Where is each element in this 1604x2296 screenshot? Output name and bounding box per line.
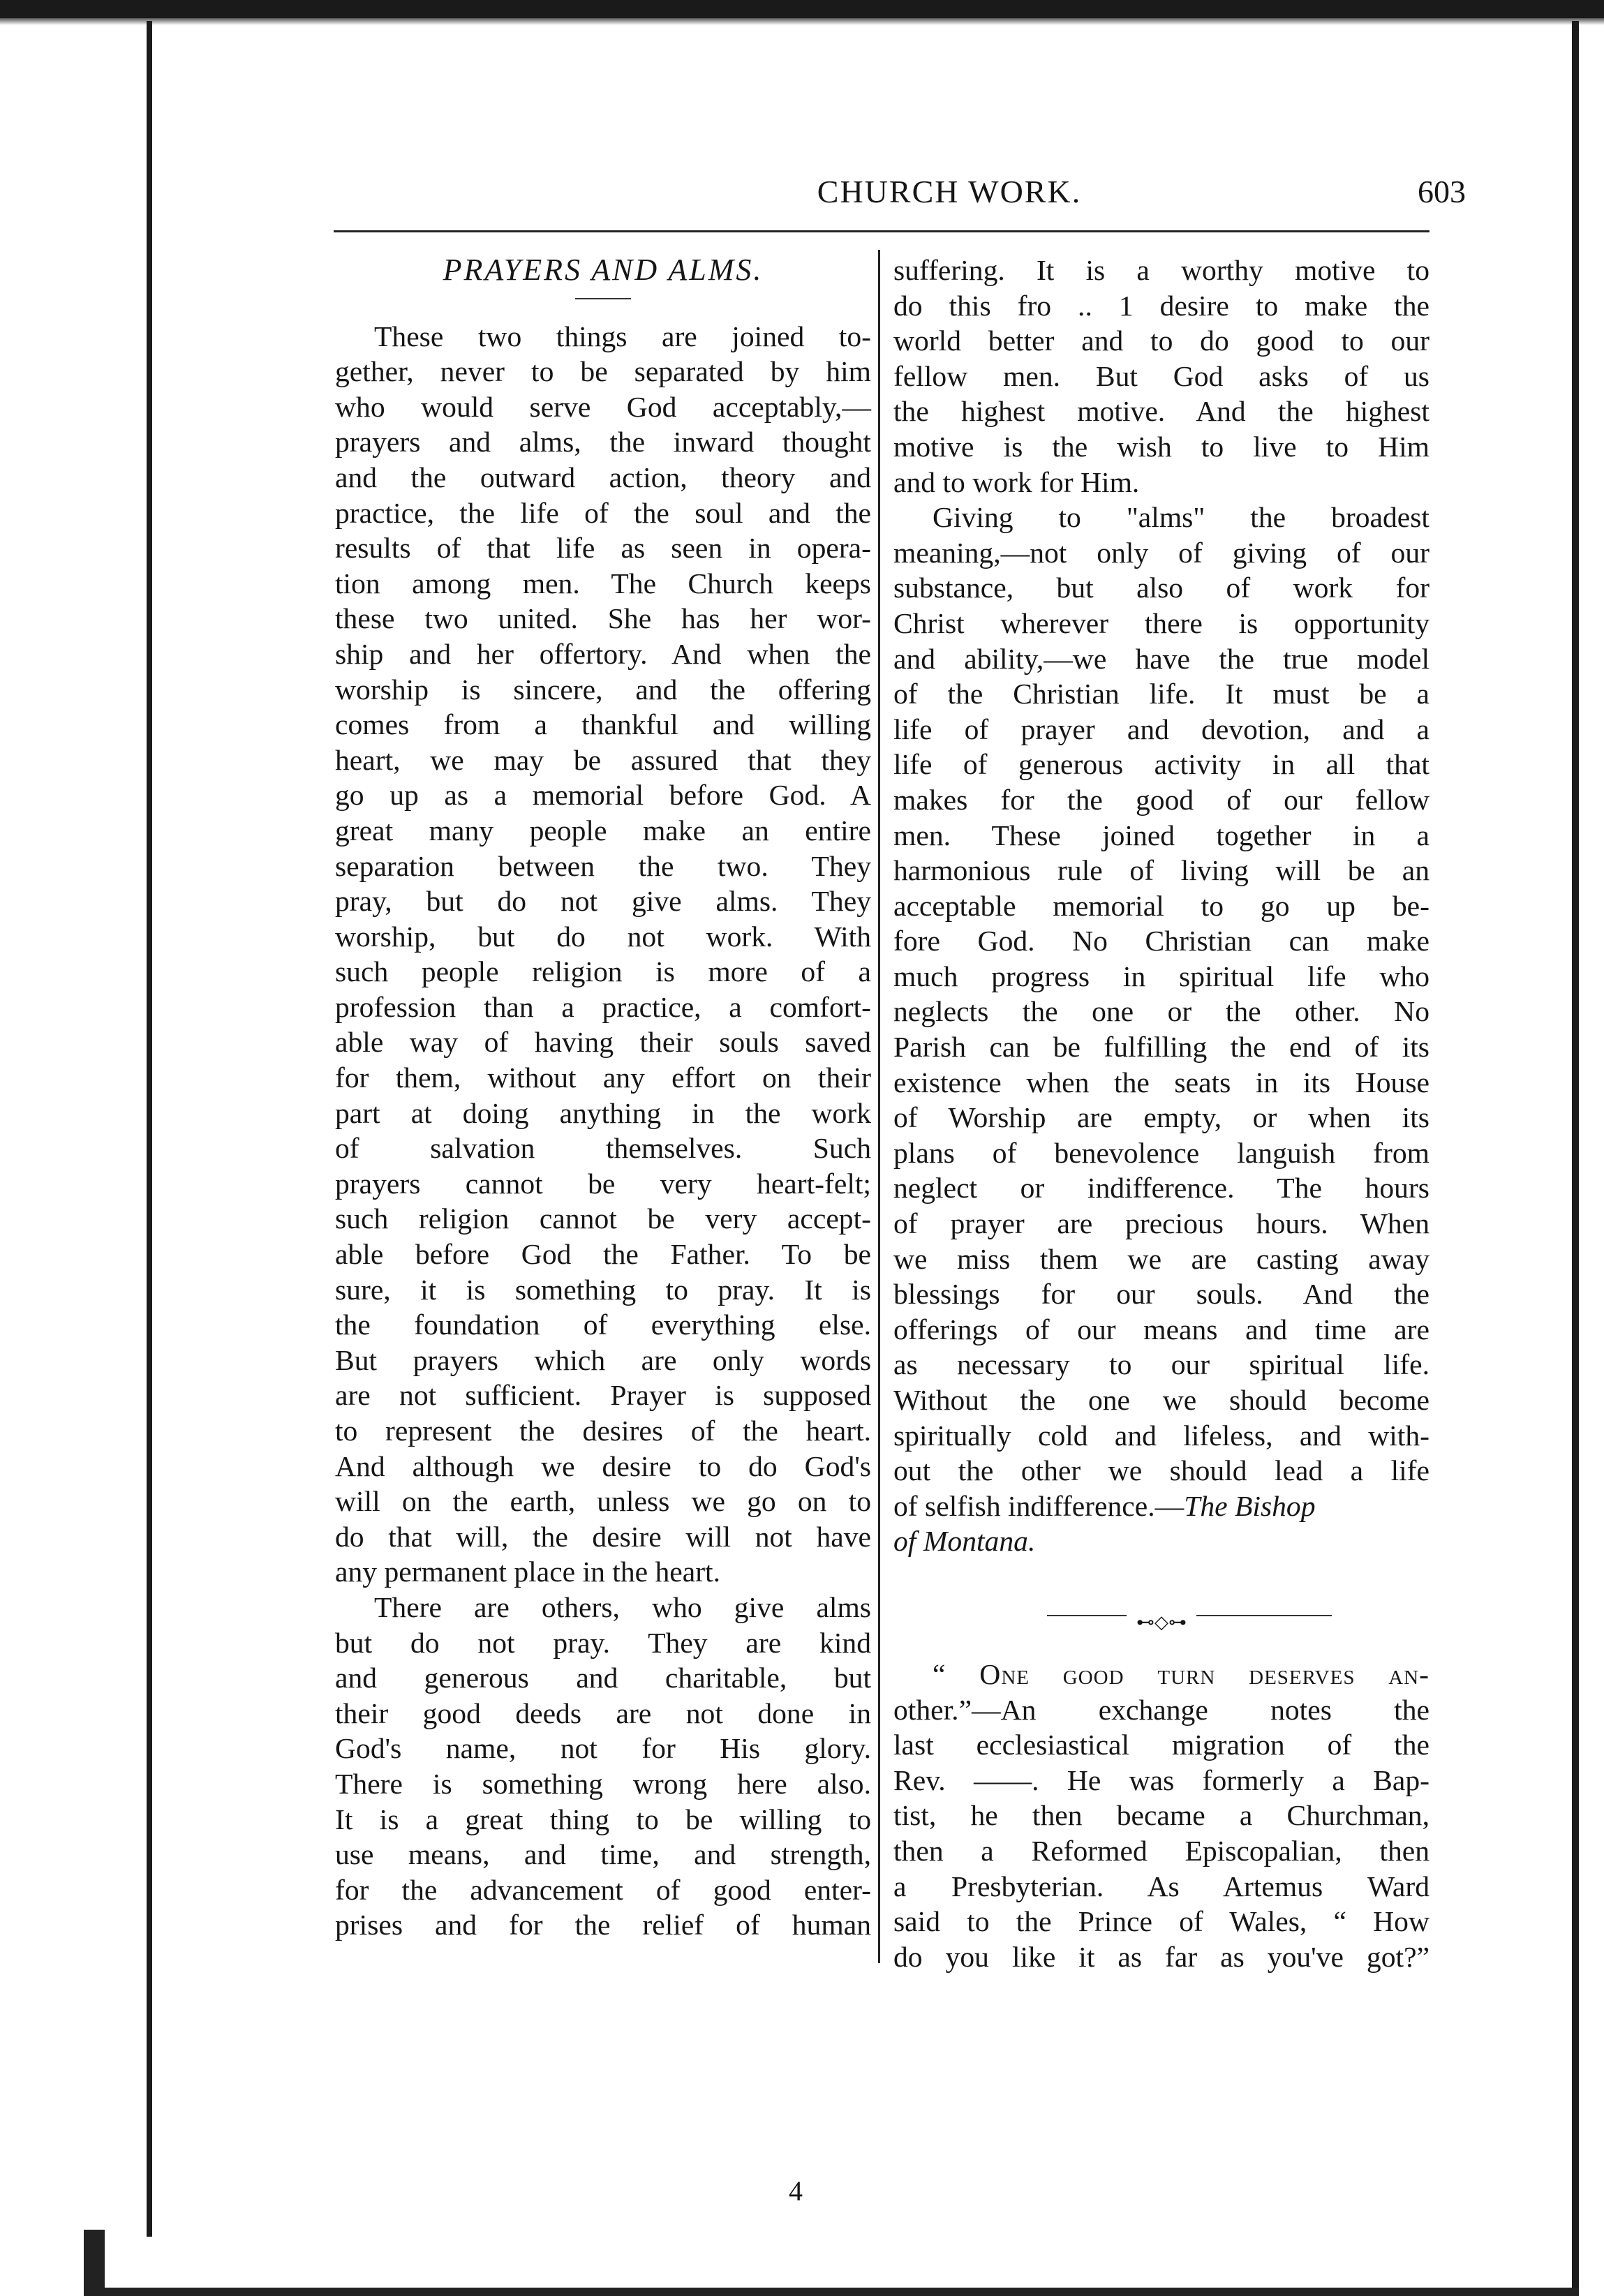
text-line: Christ wherever there is opportunity (893, 606, 1430, 639)
text-line: and ability,—we have the true model (893, 642, 1430, 675)
text-line: but do not pray. They are kind (335, 1626, 871, 1659)
text-line: There are others, who give alms (374, 1590, 871, 1623)
text-line: existence when the seats in its House (893, 1066, 1430, 1098)
title-rule (575, 298, 631, 299)
text-line: prises and for the relief of human (335, 1909, 871, 1941)
text-line: separation between the two. They (335, 849, 871, 882)
text-line: and to work for Him. (893, 465, 1140, 498)
text-line: makes for the good of our fellow (893, 783, 1430, 816)
text-line: we miss them we are casting away (893, 1242, 1430, 1275)
text-line: Rev. ——. He was formerly a Bap- (893, 1764, 1430, 1796)
text-line: men. These joined together in a (893, 819, 1430, 851)
text-line: go up as a memorial before God. A (335, 779, 871, 812)
signature-part-1: The Bishop (1184, 1489, 1316, 1522)
text-line: then a Reformed Episcopalian, then (893, 1834, 1430, 1867)
text-line: But prayers which are only words (335, 1343, 871, 1376)
text-line: ship and her offertory. And when the (335, 637, 871, 670)
text-line: any permanent place in the heart. (335, 1556, 721, 1588)
text-line: world better and to do good to our (893, 325, 1430, 357)
scan-left-corner (84, 2230, 105, 2296)
text-line: other.”—An exchange notes the (893, 1693, 1430, 1726)
text-line: neglect or indifference. The hours (893, 1172, 1430, 1205)
text-line: spiritually cold and lifeless, and with- (893, 1419, 1430, 1452)
text-line: of salvation themselves. Such (335, 1132, 871, 1165)
column-divider (878, 250, 880, 1963)
text-line: meaning,—not only of giving of our (893, 536, 1430, 569)
text-line: fellow men. But God asks of us (893, 359, 1430, 392)
text-line: of prayer are precious hours. When (893, 1207, 1430, 1240)
text-line: to represent the desires of the heart. (335, 1415, 871, 1447)
text-line: sure, it is something to pray. It is (335, 1273, 871, 1306)
text-line: much progress in spiritual life who (893, 960, 1430, 992)
article-title: PRAYERS AND ALMS. (443, 253, 764, 287)
section-ornament (893, 1601, 1430, 1632)
text-line: the foundation of everything else. (335, 1309, 871, 1341)
text-line: tist, he then became a Churchman, (893, 1799, 1430, 1832)
text-line: do that will, the desire will not have (335, 1520, 871, 1553)
text-line: part at doing anything in the work (335, 1096, 871, 1129)
text-line: said to the Prince of Wales, “ How (893, 1905, 1430, 1938)
text-line: of the Christian life. It must be a (893, 678, 1430, 710)
text-line: results of that life as seen in opera- (335, 532, 871, 565)
running-title: CHURCH WORK. (817, 174, 1082, 209)
text-line: life of prayer and devotion, and a (893, 713, 1430, 745)
scan-top-border (0, 0, 1604, 18)
left-column (335, 253, 871, 1943)
ornament-glyph: ⊷◇⊶ (1127, 1612, 1196, 1632)
text-line: offerings of our means and time are (893, 1313, 1430, 1345)
text-line: life of generous activity in all that (893, 748, 1430, 781)
closing-line (893, 1489, 1430, 1524)
text-line: do this fro .. 1 desire to make the (893, 289, 1430, 322)
text-line: neglects the one or the other. No (893, 995, 1430, 1028)
text-line: profession than a practice, a comfort- (335, 990, 871, 1023)
text-line: There is something wrong here also. (335, 1767, 871, 1800)
text-line: the highest motive. And the highest (893, 395, 1430, 428)
text-line: of Worship are empty, or when its (893, 1101, 1430, 1134)
text-line: acceptable memorial to go up be- (893, 889, 1430, 922)
text-line: fore God. No Christian can make (893, 925, 1430, 957)
text-line: gether, never to be separated by him (335, 355, 871, 388)
text-line: for them, without any effort on their (335, 1061, 871, 1094)
text-line: worship is sincere, and the offering (335, 673, 871, 706)
article2-text (893, 1692, 1430, 1975)
page-number: 603 (1418, 174, 1466, 209)
signature-part-2: of Montana. (893, 1525, 1036, 1558)
scan-left-border (147, 21, 152, 2237)
header-rule (334, 230, 1430, 232)
text-line: do you like it as far as you've got?” (893, 1940, 1430, 1973)
text-line: as necessary to our spiritual life. (893, 1348, 1430, 1381)
text-line: God's name, not for His glory. (335, 1732, 871, 1765)
text-line: And although we desire to do God's (335, 1449, 871, 1482)
text-line: these two united. She has her wor- (335, 602, 871, 635)
text-line: plans of benevolence languish from (893, 1136, 1430, 1169)
text-line: worship, but do not work. With (335, 920, 871, 953)
text-line: Without the one we should become (893, 1384, 1430, 1416)
text-line: harmonious rule of living will be an (893, 854, 1430, 887)
text-line: and generous and charitable, but (335, 1662, 871, 1694)
closing-text: of selfish indifference.— (893, 1489, 1185, 1522)
text-line: such people religion is more of a (335, 955, 871, 988)
text-line: a Presbyterian. As Artemus Ward (893, 1870, 1430, 1902)
text-line: heart, we may be assured that they (335, 743, 871, 776)
scan-bottom-border (84, 2288, 1579, 2296)
right-column-text (893, 253, 1430, 1489)
text-line: use means, and time, and strength, (335, 1838, 871, 1871)
text-line: comes from a thankful and willing (335, 708, 871, 741)
text-line: motive is the wish to live to Him (893, 430, 1430, 463)
text-line: prayers cannot be very heart-felt; (335, 1167, 871, 1200)
text-line: their good deeds are not done in (335, 1697, 871, 1729)
signature-mark: 4 (789, 2175, 803, 2207)
text-line: It is a great thing to be willing to (335, 1803, 871, 1835)
text-line: substance, but also of work for (893, 572, 1430, 604)
text-line: prayers and alms, the inward thought (335, 426, 871, 459)
scan-top-border-fade (0, 18, 1604, 25)
text-line: such religion cannot be very accept- (335, 1202, 871, 1235)
left-column-text (335, 319, 871, 1943)
scan-right-border (1572, 21, 1579, 2296)
text-line: last ecclesiastical migration of the (893, 1729, 1430, 1761)
text-line: Parish can be fulfilling the end of its (893, 1031, 1430, 1064)
text-line: able way of having their souls saved (335, 1026, 871, 1059)
text-line: practice, the life of the soul and the (335, 496, 871, 529)
text-line: Giving to "alms" the broadest (933, 501, 1430, 534)
text-line: suffering. It is a worthy motive to (893, 254, 1430, 286)
text-line: These two things are joined to- (374, 320, 871, 352)
text-line: tion among men. The Church keeps (335, 567, 871, 599)
text-line: pray, but do not give alms. They (335, 885, 871, 918)
text-line: out the other we should lead a life (893, 1454, 1430, 1487)
text-line: able before God the Father. To be (335, 1238, 871, 1271)
text-line: who would serve God acceptably,— (335, 390, 871, 423)
right-column (893, 253, 1430, 1974)
article2-lead: “ One good turn deserves an- (933, 1657, 1430, 1690)
text-line: and the outward action, theory and (335, 461, 871, 493)
text-line: great many people make an entire (335, 814, 871, 847)
text-line: are not sufficient. Prayer is supposed (335, 1379, 871, 1412)
text-line: blessings for our souls. And the (893, 1278, 1430, 1311)
text-line: will on the earth, unless we go on to (335, 1485, 871, 1518)
text-line: for the advancement of good enter- (335, 1873, 871, 1906)
